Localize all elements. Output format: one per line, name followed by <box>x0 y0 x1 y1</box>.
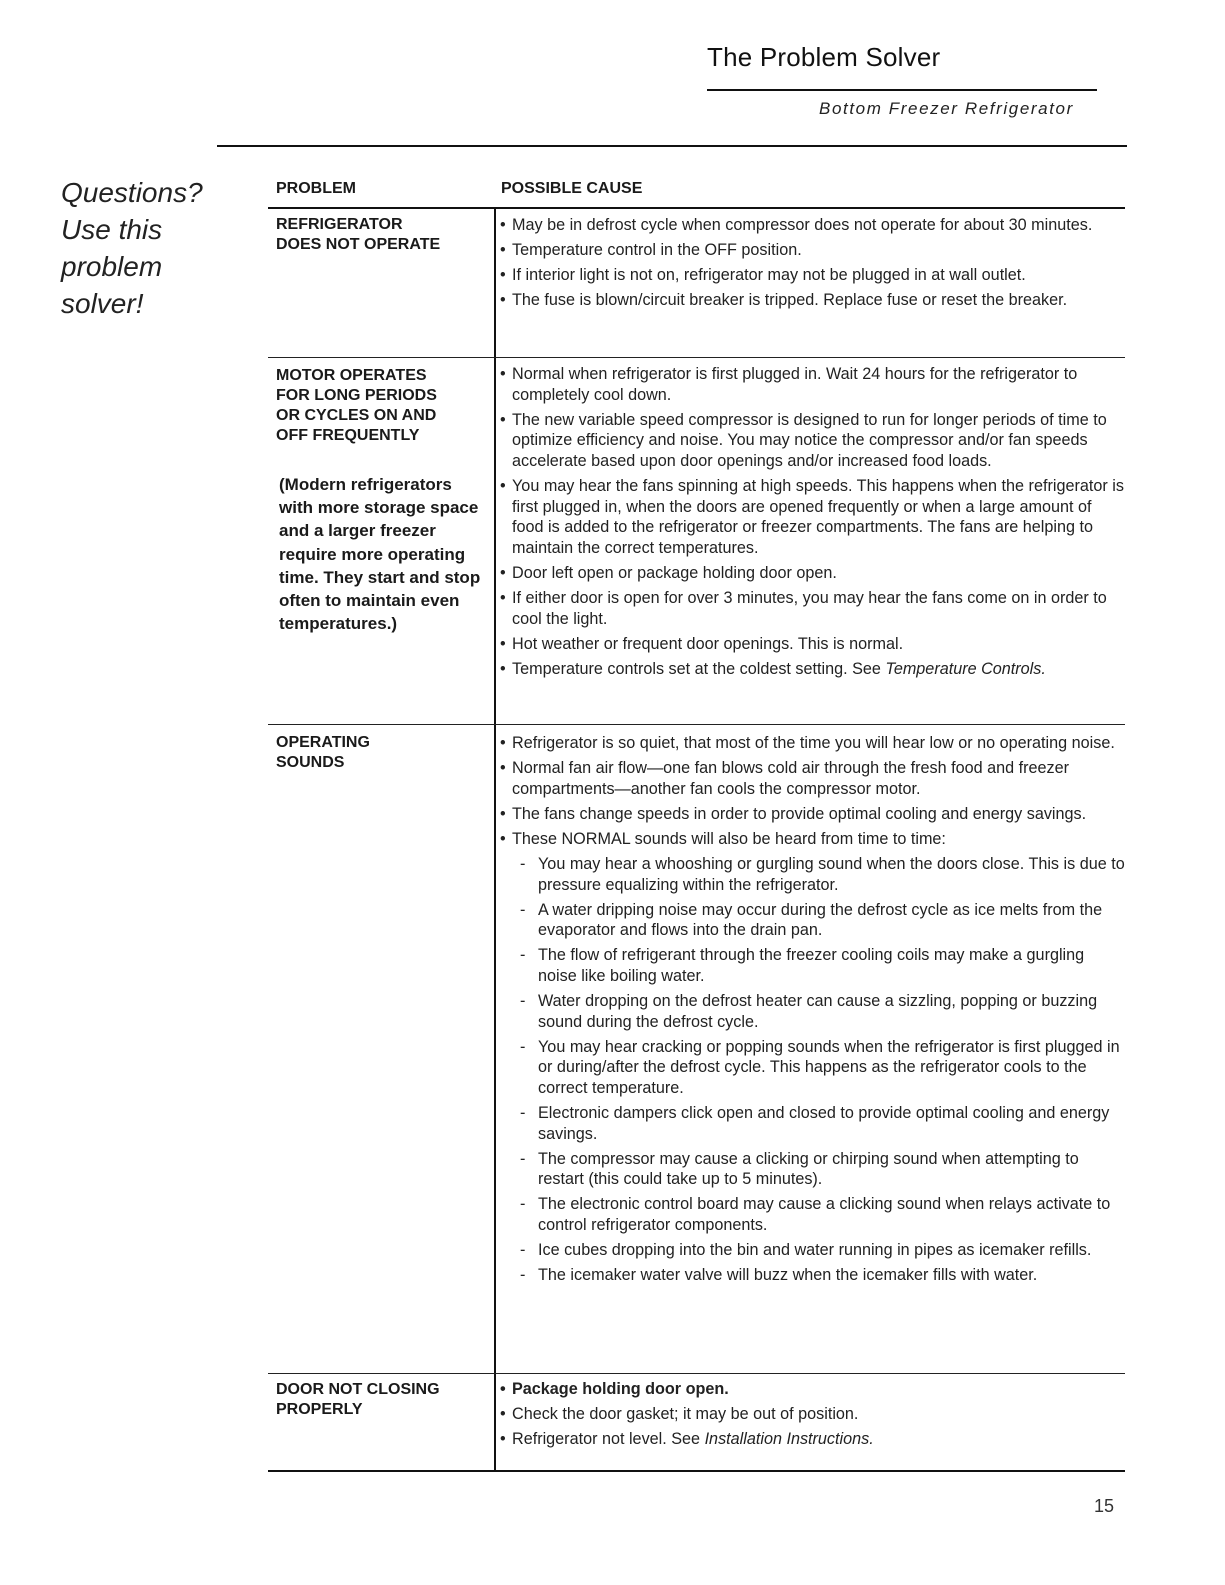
problem-line: DOES NOT OPERATE <box>276 236 441 253</box>
page-number: 15 <box>1094 1496 1115 1516</box>
sound-item: - You may hear a whooshing or gurgling sound when the doors close. This is due to pressure equalizing within the refrigerator. <box>500 854 1125 895</box>
problem-line: OPERATING <box>276 734 370 751</box>
cause-item: • The new variable speed compressor is designed to run for longer periods of time to optimize efficiency and noise. You may notice the compressor and/or fan speeds accelerate based upon door openings and/or increased food loads. <box>500 410 1125 472</box>
problem-line: SOUNDS <box>276 754 345 771</box>
header-rule <box>268 207 1125 209</box>
cause-item: • May be in defrost cycle when compressor does not operate for about 30 minutes. <box>500 215 1125 236</box>
title-rule <box>707 89 1097 91</box>
cause-item: • Normal when refrigerator is first plugged in. Wait 24 hours for the refrigerator to completely cool down. <box>500 364 1125 405</box>
column-header-problem: PROBLEM <box>276 180 356 197</box>
problem-operating-sounds <box>276 733 486 773</box>
cause-item: • The fuse is blown/circuit breaker is tripped. Replace fuse or reset the breaker. <box>500 290 1125 311</box>
sound-item: - The compressor may cause a clicking or chirping sound when attempting to restart (this could take up to 5 minutes). <box>500 1149 1125 1190</box>
problem-line: FOR LONG PERIODS <box>276 387 437 404</box>
cause-item: • Temperature control in the OFF position. <box>500 240 1125 261</box>
problem-line: OR CYCLES ON AND <box>276 407 437 424</box>
cause-item: • The fans change speeds in order to provide optimal cooling and energy savings. <box>500 804 1125 825</box>
problem-note: (Modern refrigerators with more storage space and a larger freezer require more operating time. They start and stop often to maintain even temperatures.) <box>279 475 481 634</box>
table-bottom-rule <box>268 1470 1125 1472</box>
column-header-cause: POSSIBLE CAUSE <box>501 180 643 197</box>
column-divider <box>494 209 496 1471</box>
sidebar-line: solver! <box>61 288 144 319</box>
row-divider <box>268 357 1125 358</box>
problem-line: PROPERLY <box>276 1401 363 1418</box>
page-title: The Problem Solver <box>707 42 941 72</box>
sidebar-callout <box>61 174 203 322</box>
page-subtitle: Bottom Freezer Refrigerator <box>819 99 1074 118</box>
problem-motor-operates <box>276 366 486 446</box>
cross-reference: Installation Instructions. <box>704 1430 874 1449</box>
header-divider <box>217 145 1127 147</box>
sound-item: - The icemaker water valve will buzz when the icemaker fills with water. <box>500 1265 1125 1286</box>
cause-item: • You may hear the fans spinning at high speeds. This happens when the refrigerator is first plugged in, when the doors are opened frequently or when a large amount of food is added to the refrigerator or freezer compartments. The fans are helping to maintain the correct temperatures. <box>500 476 1125 558</box>
problem-line: REFRIGERATOR <box>276 216 403 233</box>
sound-item: - The flow of refrigerant through the freezer cooling coils may make a gurgling noise like boiling water. <box>500 945 1125 986</box>
sound-item: - A water dripping noise may occur during the defrost cycle as ice melts from the evaporator and flows into the drain pan. <box>500 900 1125 941</box>
problem-refrigerator-not-operating <box>276 215 486 255</box>
row-divider <box>268 724 1125 725</box>
cause-item: • Normal fan air flow—one fan blows cold air through the fresh food and freezer compartments—another fan cools the compressor motor. <box>500 758 1125 799</box>
cross-reference: Temperature Controls. <box>885 659 1046 678</box>
cause-item: • Check the door gasket; it may be out of position. <box>500 1404 1125 1425</box>
sound-item: - Water dropping on the defrost heater can cause a sizzling, popping or buzzing sound during the defrost cycle. <box>500 991 1125 1032</box>
cause-item: • If interior light is not on, refrigerator may not be plugged in at wall outlet. <box>500 265 1125 286</box>
sound-item: - Ice cubes dropping into the bin and water running in pipes as icemaker refills. <box>500 1240 1125 1261</box>
cause-item: • Door left open or package holding door open. <box>500 563 1125 584</box>
sidebar-line: problem <box>61 251 163 282</box>
sound-item: - Electronic dampers click open and closed to provide optimal cooling and energy savings. <box>500 1103 1125 1144</box>
causes-motor-operates <box>500 364 1125 684</box>
problem-door-not-closing <box>276 1380 486 1420</box>
problem-line: DOOR NOT CLOSING <box>276 1381 440 1398</box>
causes-door-not-closing <box>500 1379 1125 1454</box>
problem-line: OFF FREQUENTLY <box>276 427 420 444</box>
row-divider <box>268 1373 1125 1374</box>
cause-item: • Temperature controls set at the coldest setting. See Temperature Controls. <box>500 659 1125 680</box>
cause-item: • If either door is open for over 3 minutes, you may hear the fans come on in order to cool the light. <box>500 588 1125 629</box>
cause-item: • Hot weather or frequent door openings. This is normal. <box>500 634 1125 655</box>
causes-refrigerator-not-operating <box>500 215 1125 315</box>
sound-item: - You may hear cracking or popping sounds when the refrigerator is first plugged in or during/after the defrost cycle. This happens as the refrigerator cools to the correct temperature. <box>500 1037 1125 1099</box>
problem-line: MOTOR OPERATES <box>276 367 427 384</box>
sidebar-line: Questions? <box>61 177 203 208</box>
cause-item: • These NORMAL sounds will also be heard from time to time: <box>500 829 1125 850</box>
cause-item: • Refrigerator is so quiet, that most of the time you will hear low or no operating noise. <box>500 733 1125 754</box>
cause-item: • Refrigerator not level. See Installation Instructions. <box>500 1429 1125 1450</box>
sidebar-line: Use this <box>61 214 163 245</box>
causes-operating-sounds <box>500 733 1125 1290</box>
cause-item: • Package holding door open. <box>500 1379 1125 1400</box>
sound-item: - The electronic control board may cause a clicking sound when relays activate to control refrigerator components. <box>500 1194 1125 1235</box>
